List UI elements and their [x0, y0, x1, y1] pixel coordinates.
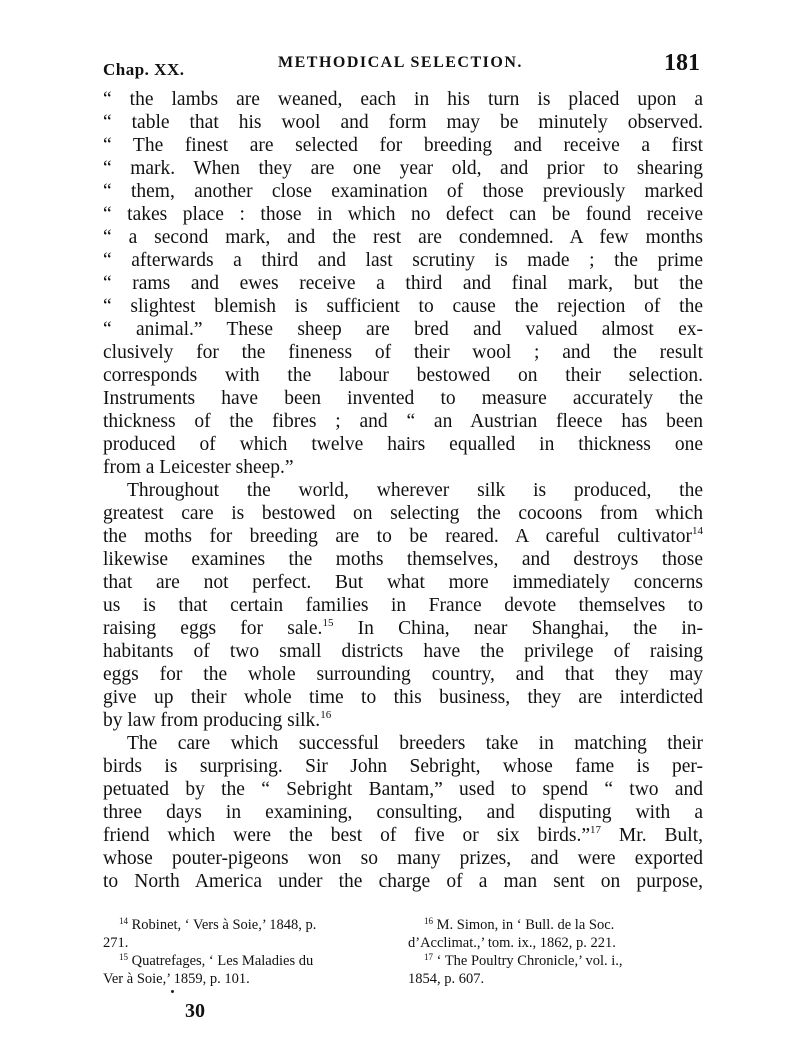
footnote-text: ‘ The Poultry Chronicle,’ vol. i., — [433, 953, 623, 969]
text-line: Throughout the world, wherever silk is produced, the — [127, 480, 703, 501]
text-line: give up their whole time to this business, they are interdicted — [103, 687, 703, 708]
text-line: to North America under the charge of a man sent on purpose, — [103, 871, 703, 892]
text-line: three days in examining, consulting, and disputing with a — [103, 802, 703, 823]
text-line: produced of which twelve hairs equalled in thickness one — [103, 434, 703, 455]
footnote-text: Quatrefages, ‘ Les Maladies du — [128, 953, 314, 969]
footnote-text: Robinet, ‘ Vers à Soie,’ 1848, p. — [128, 917, 317, 933]
text-line: birds is surprising. Sir John Sebright, whose fame is per- — [103, 756, 703, 777]
text-line: eggs for the whole surrounding country, and that they may — [103, 664, 703, 685]
text-line: “ rams and ewes receive a third and final mark, but the — [103, 273, 703, 294]
text-line — [103, 824, 703, 847]
text-line: that are not perfect. But what more immediately concerns — [103, 572, 703, 593]
text-line: “ afterwards a third and last scrutiny is made ; the prime — [103, 250, 703, 271]
footnote-line: d’Acclimat.,’ tom. ix., 1862, p. 221. — [408, 935, 616, 951]
footnote-line — [408, 916, 698, 934]
printer-dot — [171, 990, 174, 993]
text-span: raising eggs for sale. — [103, 618, 323, 639]
footnote-number: 14 — [119, 916, 128, 926]
text-line: habitants of two small districts have the privilege of raising — [103, 641, 703, 662]
footnote-line: 271. — [103, 935, 129, 951]
footnote-line — [408, 952, 698, 970]
text-line: corresponds with the labour bestowed on their selection. — [103, 365, 703, 386]
text-line: “ animal.” These sheep are bred and valued almost ex- — [103, 319, 703, 340]
body-text — [103, 88, 703, 893]
text-line: from a Leicester sheep.” — [103, 457, 294, 478]
text-span: Mr. Bult, — [600, 825, 703, 846]
signature-mark: 30 — [185, 1000, 205, 1022]
footnotes — [103, 916, 703, 996]
text-span: In China, near Shanghai, the in- — [333, 618, 703, 639]
text-line: “ takes place : those in which no defect can be found receive — [103, 204, 703, 225]
text-line: greatest care is bestowed on selecting the cocoons from which — [103, 503, 703, 524]
footnote-ref: 14 — [692, 525, 703, 537]
footnotes-left-column — [103, 916, 393, 988]
footnote-text: M. Simon, in ‘ Bull. de la Soc. — [433, 917, 615, 933]
text-line: “ slightest blemish is sufficient to cause the rejection of the — [103, 296, 703, 317]
text-line: likewise examines the moths themselves, and destroys those — [103, 549, 703, 570]
text-line — [103, 709, 703, 732]
text-line: us is that certain families in France devote themselves to — [103, 595, 703, 616]
text-line: “ the lambs are weaned, each in his turn is placed upon a — [103, 89, 703, 110]
text-line: thickness of the fibres ; and “ an Austrian fleece has been — [103, 411, 703, 432]
text-line: “ mark. When they are one year old, and prior to shearing — [103, 158, 703, 179]
chapter-label: Chap. XX. — [103, 60, 185, 79]
footnote-line: Ver à Soie,’ 1859, p. 101. — [103, 971, 250, 987]
text-line: whose pouter-pigeons won so many prizes, and were exported — [103, 848, 703, 869]
footnote-ref: 16 — [320, 709, 332, 721]
footnote-line — [103, 916, 393, 934]
footnote-ref: 17 — [589, 824, 601, 836]
text-span: friend which were the best of five or six birds.” — [103, 825, 590, 846]
text-line: “ table that his wool and form may be minutely observed. — [103, 112, 703, 133]
running-header — [103, 50, 700, 84]
footnote-number: 17 — [424, 952, 433, 962]
text-line: The care which successful breeders take in matching their — [127, 733, 703, 754]
footnotes-right-column — [408, 916, 698, 988]
text-line: “ them, another close examination of those previously marked — [103, 181, 703, 202]
footnote-number: 16 — [424, 916, 433, 926]
footnote-line: 1854, p. 607. — [408, 971, 485, 987]
text-line: Instruments have been invented to measure accurately the — [103, 388, 703, 409]
running-title: METHODICAL SELECTION. — [278, 54, 523, 71]
text-line: “ The finest are selected for breeding and receive a first — [103, 135, 703, 156]
text-span: by law from producing silk. — [103, 710, 321, 731]
text-line: clusively for the fineness of their wool ; and the result — [103, 342, 703, 363]
text-line — [103, 525, 703, 548]
text-line: “ a second mark, and the rest are condemned. A few months — [103, 227, 703, 248]
page-number: 181 — [664, 50, 700, 76]
footnote-ref: 15 — [322, 617, 334, 629]
text-line — [103, 617, 703, 640]
footnote-number: 15 — [119, 952, 128, 962]
text-span: the moths for breeding are to be reared. A careful cultivator — [103, 526, 692, 547]
footnote-line — [103, 952, 393, 970]
text-line: petuated by the “ Sebright Bantam,” used to spend “ two and — [103, 779, 703, 800]
